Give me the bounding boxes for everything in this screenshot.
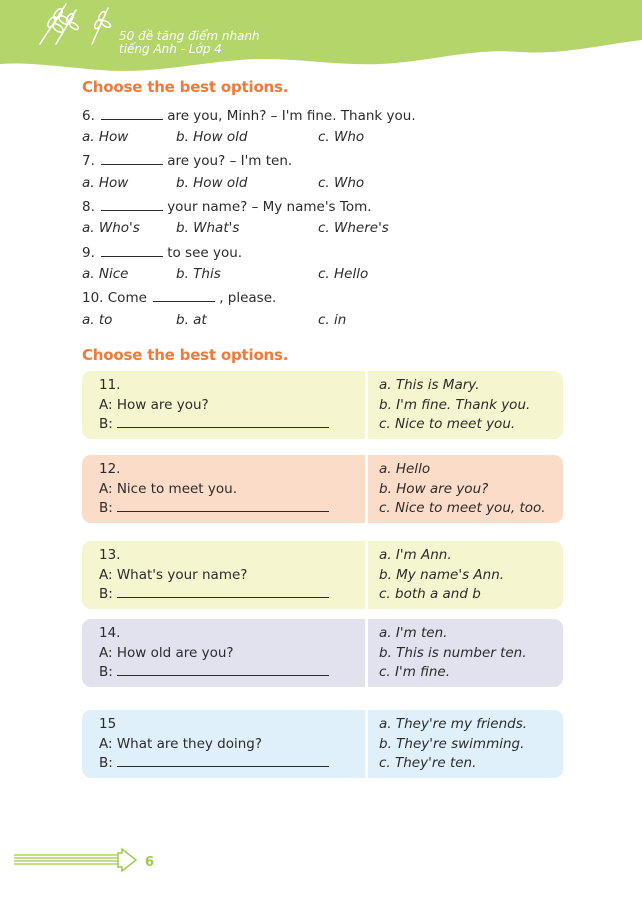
speaker-a-line: A: Nice to meet you. (99, 480, 237, 497)
section-title: Choose the best options. (82, 78, 289, 96)
question-number: 10. Come (82, 290, 147, 306)
answer-line[interactable] (117, 416, 329, 428)
answer-options (379, 715, 527, 774)
option-b[interactable]: b. My name's Ann. (379, 566, 505, 583)
speaker-b-label: B: (99, 664, 113, 680)
speaker-b-line (99, 499, 329, 519)
speaker-b-label: B: (99, 416, 113, 432)
option-c[interactable]: c. Who (318, 175, 365, 191)
dialogue (99, 624, 329, 683)
item-number: 11. (99, 377, 121, 393)
option-b[interactable]: b. I'm fine. Thank you. (379, 396, 531, 413)
speaker-a-line: A: What's your name? (99, 566, 248, 583)
option-a[interactable]: a. Who's (82, 220, 140, 236)
answer-blank[interactable] (101, 108, 163, 120)
wheat-icon (36, 0, 116, 46)
answer-blank[interactable] (153, 290, 215, 302)
footer-arrow-icon (14, 847, 214, 877)
header-line1: 50 đề tăng điểm nhanh (119, 29, 260, 43)
option-c[interactable]: c. They're ten. (379, 755, 477, 771)
answer-line[interactable] (117, 664, 329, 676)
speaker-a-line: A: How are you? (99, 396, 209, 413)
speaker-b-line (99, 415, 329, 435)
dialogue-box-13 (82, 541, 563, 609)
dialogue (99, 546, 329, 605)
dialogue-box-12 (82, 455, 563, 523)
question-number: 8. (82, 199, 95, 215)
answer-options (379, 546, 504, 605)
option-a[interactable]: a. How (82, 129, 129, 145)
option-b[interactable]: b. How old (176, 129, 248, 145)
speaker-b-label: B: (99, 755, 113, 771)
option-a[interactable]: a. I'm Ann. (379, 547, 452, 563)
question-text: are you? – I'm ten. (167, 153, 293, 169)
option-b[interactable]: b. This (176, 266, 221, 282)
box-divider (365, 455, 368, 523)
speaker-b-line (99, 754, 329, 774)
question-number: 9. (82, 245, 95, 261)
answer-line[interactable] (117, 500, 329, 512)
item-number: 15 (99, 716, 117, 732)
answer-line[interactable] (117, 755, 329, 767)
option-c[interactable]: c. I'm fine. (379, 664, 451, 680)
question-8 (82, 199, 372, 215)
box-divider (365, 710, 368, 778)
speaker-b-label: B: (99, 500, 113, 516)
header-text (119, 30, 260, 56)
dialogue (99, 715, 329, 774)
option-c[interactable]: c. Where's (318, 220, 389, 236)
option-c[interactable]: c. Nice to meet you. (379, 416, 516, 432)
speaker-b-line (99, 585, 329, 605)
question-text: your name? – My name's Tom. (167, 199, 372, 215)
question-text: are you, Minh? – I'm fine. Thank you. (167, 108, 416, 124)
item-number: 13. (99, 547, 121, 563)
dialogue (99, 376, 329, 435)
option-a[interactable]: a. This is Mary. (379, 377, 480, 393)
option-b[interactable]: b. What's (176, 220, 240, 236)
dialogue-box-11 (82, 371, 563, 439)
question-7 (82, 153, 292, 169)
dialogue-box-15 (82, 710, 563, 778)
box-divider (365, 371, 368, 439)
box-divider (365, 619, 368, 687)
option-a[interactable]: a. to (82, 312, 113, 328)
answer-blank[interactable] (101, 245, 163, 257)
option-c[interactable]: c. Nice to meet you, too. (379, 500, 546, 516)
option-b[interactable]: b. This is number ten. (379, 644, 527, 661)
item-number: 14. (99, 625, 121, 641)
option-b[interactable]: b. at (176, 312, 207, 328)
page-number: 6 (145, 855, 155, 870)
answer-blank[interactable] (101, 153, 163, 165)
speaker-b-label: B: (99, 586, 113, 602)
option-b[interactable]: b. They're swimming. (379, 735, 525, 752)
answer-blank[interactable] (101, 199, 163, 211)
dialogue (99, 460, 329, 519)
speaker-a-line: A: How old are you? (99, 644, 234, 661)
option-b[interactable]: b. How are you? (379, 480, 489, 497)
answer-options (379, 376, 530, 435)
header-line2: tiếng Anh - Lớp 4 (119, 42, 222, 56)
answer-line[interactable] (117, 586, 329, 598)
option-c[interactable]: c. in (318, 312, 347, 328)
option-a[interactable]: a. How (82, 175, 129, 191)
question-6 (82, 108, 416, 124)
speaker-a-line: A: What are they doing? (99, 735, 263, 752)
item-number: 12. (99, 461, 121, 477)
option-c[interactable]: c. both a and b (379, 586, 481, 602)
question-10 (82, 290, 276, 306)
question-text: to see you. (167, 245, 243, 261)
option-a[interactable]: a. Nice (82, 266, 129, 282)
option-c[interactable]: c. Who (318, 129, 365, 145)
answer-options (379, 624, 527, 683)
option-a[interactable]: a. Hello (379, 461, 431, 477)
box-divider (365, 541, 368, 609)
dialogue-box-14 (82, 619, 563, 687)
option-b[interactable]: b. How old (176, 175, 248, 191)
question-9 (82, 245, 242, 261)
answer-options (379, 460, 546, 519)
option-a[interactable]: a. They're my friends. (379, 716, 528, 732)
question-text: , please. (219, 290, 277, 306)
question-number: 7. (82, 153, 95, 169)
option-a[interactable]: a. I'm ten. (379, 625, 448, 641)
question-number: 6. (82, 108, 95, 124)
page-header (0, 0, 642, 80)
section-title: Choose the best options. (82, 346, 289, 364)
option-c[interactable]: c. Hello (318, 266, 369, 282)
speaker-b-line (99, 663, 329, 683)
